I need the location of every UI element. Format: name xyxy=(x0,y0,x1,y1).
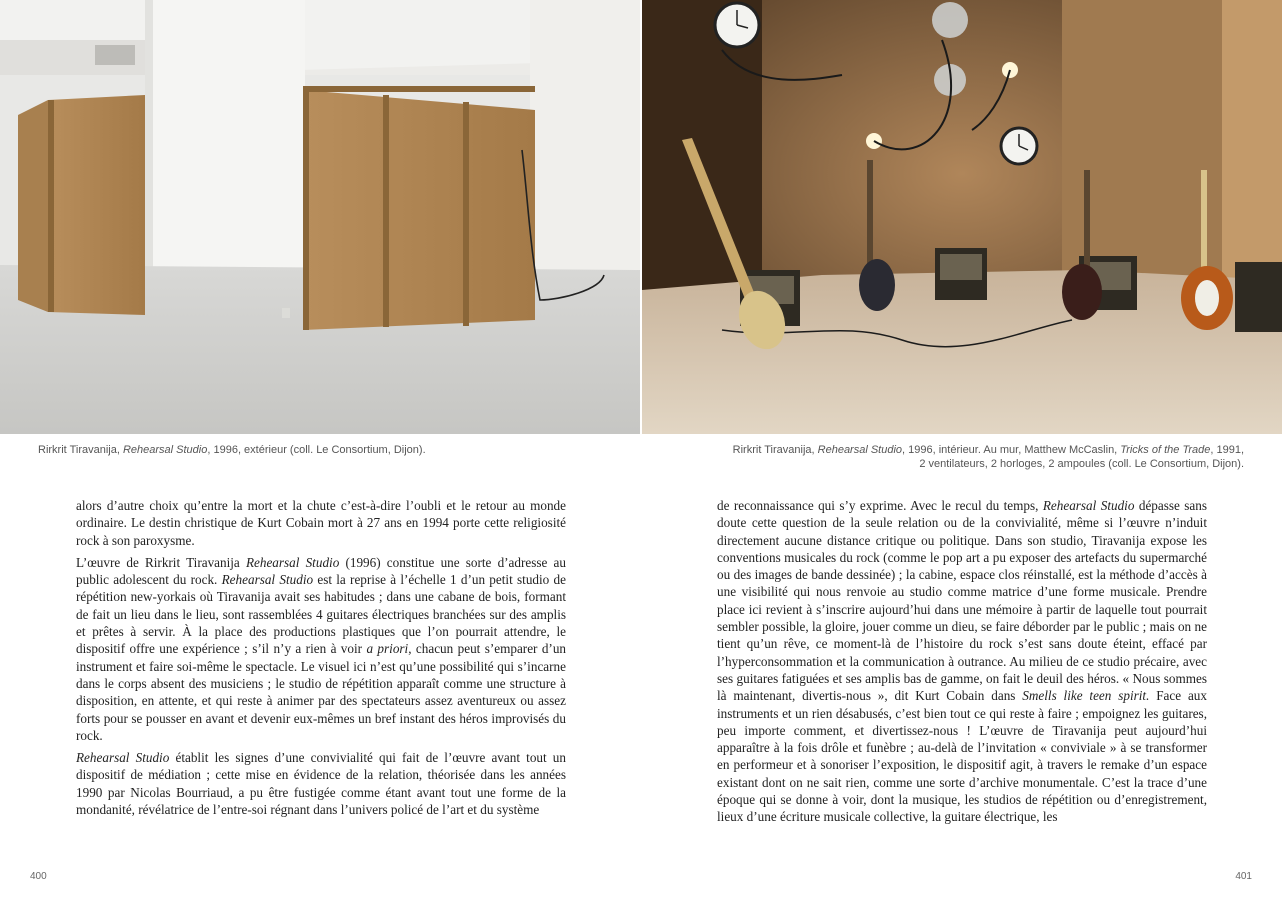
paragraph-text: de reconnaissance qui s’y exprime. Avec le recul du temps, xyxy=(717,498,1043,513)
caption-left-artist: Rirkrit Tiravanija, xyxy=(38,444,123,456)
artwork-title: Rehearsal Studio xyxy=(1042,498,1135,513)
paragraph-text: alors d’autre choix qu’entre la mort et la chute c’est-à-dire l’oubli et le retour au monde ordinaire. Le destin christique de Kurt Cobain mort à 27 ans en 1994 porte cette religiosité rock à son paroxysme. xyxy=(76,498,566,548)
caption-right-details: , 1996, intérieur. Au mur, Matthew McCaslin, xyxy=(902,444,1121,456)
caption-left-details: , 1996, extérieur (coll. Le Consortium, Dijon). xyxy=(207,444,426,456)
paragraph xyxy=(76,749,566,818)
photo-exterior-drawing xyxy=(0,0,640,434)
artwork-title: Rehearsal Studio xyxy=(245,554,340,570)
paragraph xyxy=(76,554,566,744)
paragraph xyxy=(717,497,1207,826)
caption-right-title: Rehearsal Studio xyxy=(817,444,903,456)
photo-interior-drawing xyxy=(642,0,1282,434)
artwork-title: Rehearsal Studio xyxy=(221,572,314,588)
artwork-title: Rehearsal Studio xyxy=(76,750,170,766)
body-column-right xyxy=(717,497,1207,826)
paragraph-text: L’œuvre de Rirkrit Tiravanija xyxy=(76,554,246,570)
photo-exterior xyxy=(0,0,640,434)
caption-right-year: , 1991, xyxy=(1210,444,1244,456)
paragraph-text: établit les signes d’une convivialité qui fait de l’œuvre avant tout un dispositif de médiation ; cette mise en évidence de la relation, théorisée dans les années 1990 par Nicolas Bourriaud, a pu être fustigée comme étant avant tout une forme de la mondanité, révélatrice de l’entre-soi régnant dans l’univers policé de l’art et du système xyxy=(76,750,566,818)
caption-right-work-title: Tricks of the Trade xyxy=(1120,444,1211,456)
caption-right-line2: 2 ventilateurs, 2 horloges, 2 ampoules (coll. Le Consortium, Dijon). xyxy=(919,457,1244,470)
paragraph-text: (1996) constitue une sorte d’adresse au public adolescent du rock. xyxy=(76,554,566,588)
paragraph-text: dépasse sans doute cette question de la seule relation ou de la convivialité, même si l’œuvre n’induit directement aucune distance critique ou politique. Dans son studio, Tiravanija expose les conventions musicales du rock (comme le pop art a pu exposer des artefacts du supermarché ou des images de bande dessinée) ; la cabine, espace clos réinstallé, est la méthode d’accès à une visibilité qui nous renvoie au studio comme matrice d’une forme musicale. Prendre place ici revient à s’inscrire aujourd’hui dans une mémoire à partir de laquelle tout pourrait sembler possible, la gloire, jouer comme un dieu, se faire déborder par le public ; mais on ne tient qu’un rêve, ce moment-là de l’histoire du rock s’est sans doute éteint, effacé par l’hyperconsommation et la communication à outrance. Au milieu de ce studio précaire, avec ses guitares fatiguées et ses amplis bas de gamme, on fait le deuil des héros. « Nous sommes là maintenant, divertis-nous », dit Kurt Cobain dans xyxy=(717,498,1207,704)
caption-right-artist: Rirkrit Tiravanija, xyxy=(732,444,818,456)
paragraph-text: , chacun peut s’emparer d’un instrument et faire soi-même le spectacle. Le visuel ici n’est qu’une possibilité qui s’incarne dans le corps absent des musiciens ; le studio de répétition apparaît comme une structure à disposition, en attente, et qui reste à animer par des spectateurs assez aventureux ou assez forts pour se pousser en avant et devenir eux-mêmes un bref instant des héros improvisés du rock. xyxy=(76,641,567,743)
italic-phrase: a priori xyxy=(366,641,409,657)
caption-left-title: Rehearsal Studio xyxy=(122,444,208,456)
paragraph xyxy=(76,497,566,549)
caption-left xyxy=(38,444,598,458)
photo-interior xyxy=(642,0,1282,434)
caption-right xyxy=(684,444,1244,471)
paragraph-text: Face aux instruments et un rien désabusés, c’est bien tout ce qui reste à faire ; empoignez les guitares, peu importe comment, et divertissez-nous ! L’œuvre de Tiravanija peut aujourd’hui apparaître à la fois drôle et funèbre ; au-delà de l’invitation « conviviale » à se transformer en performeur et à sonoriser l’exposition, le dispositif agit, à travers le remake d’un espace existant dont on ne sait rien, comme une sorte d’archive monumentale. C’est la trace d’une époque qui se donne à voir, dont la musique, les studios de répétition ou d’enregistrement, lieux d’une écriture musicale collective, la guitare électrique, les xyxy=(717,688,1207,825)
page-number-left: 400 xyxy=(30,871,47,882)
paragraph-text: est la reprise à l’échelle 1 d’un petit studio de répétition new-yorkais où Tiravanija avait ses habitudes ; dans une cabane de bois, formant de fait un lieu dans le lieu, sont rassemblées 4 guitares électriques branchées sur des amplis et prêtes à servir. À la place des productions plastiques que l’on pourrait attendre, le dispositif offre une expérience ; s’il n’y a rien à voir xyxy=(76,572,566,657)
song-title: Smells like teen spirit. xyxy=(1022,688,1150,704)
body-column-left xyxy=(76,497,566,818)
page-number-right: 401 xyxy=(1235,871,1252,882)
